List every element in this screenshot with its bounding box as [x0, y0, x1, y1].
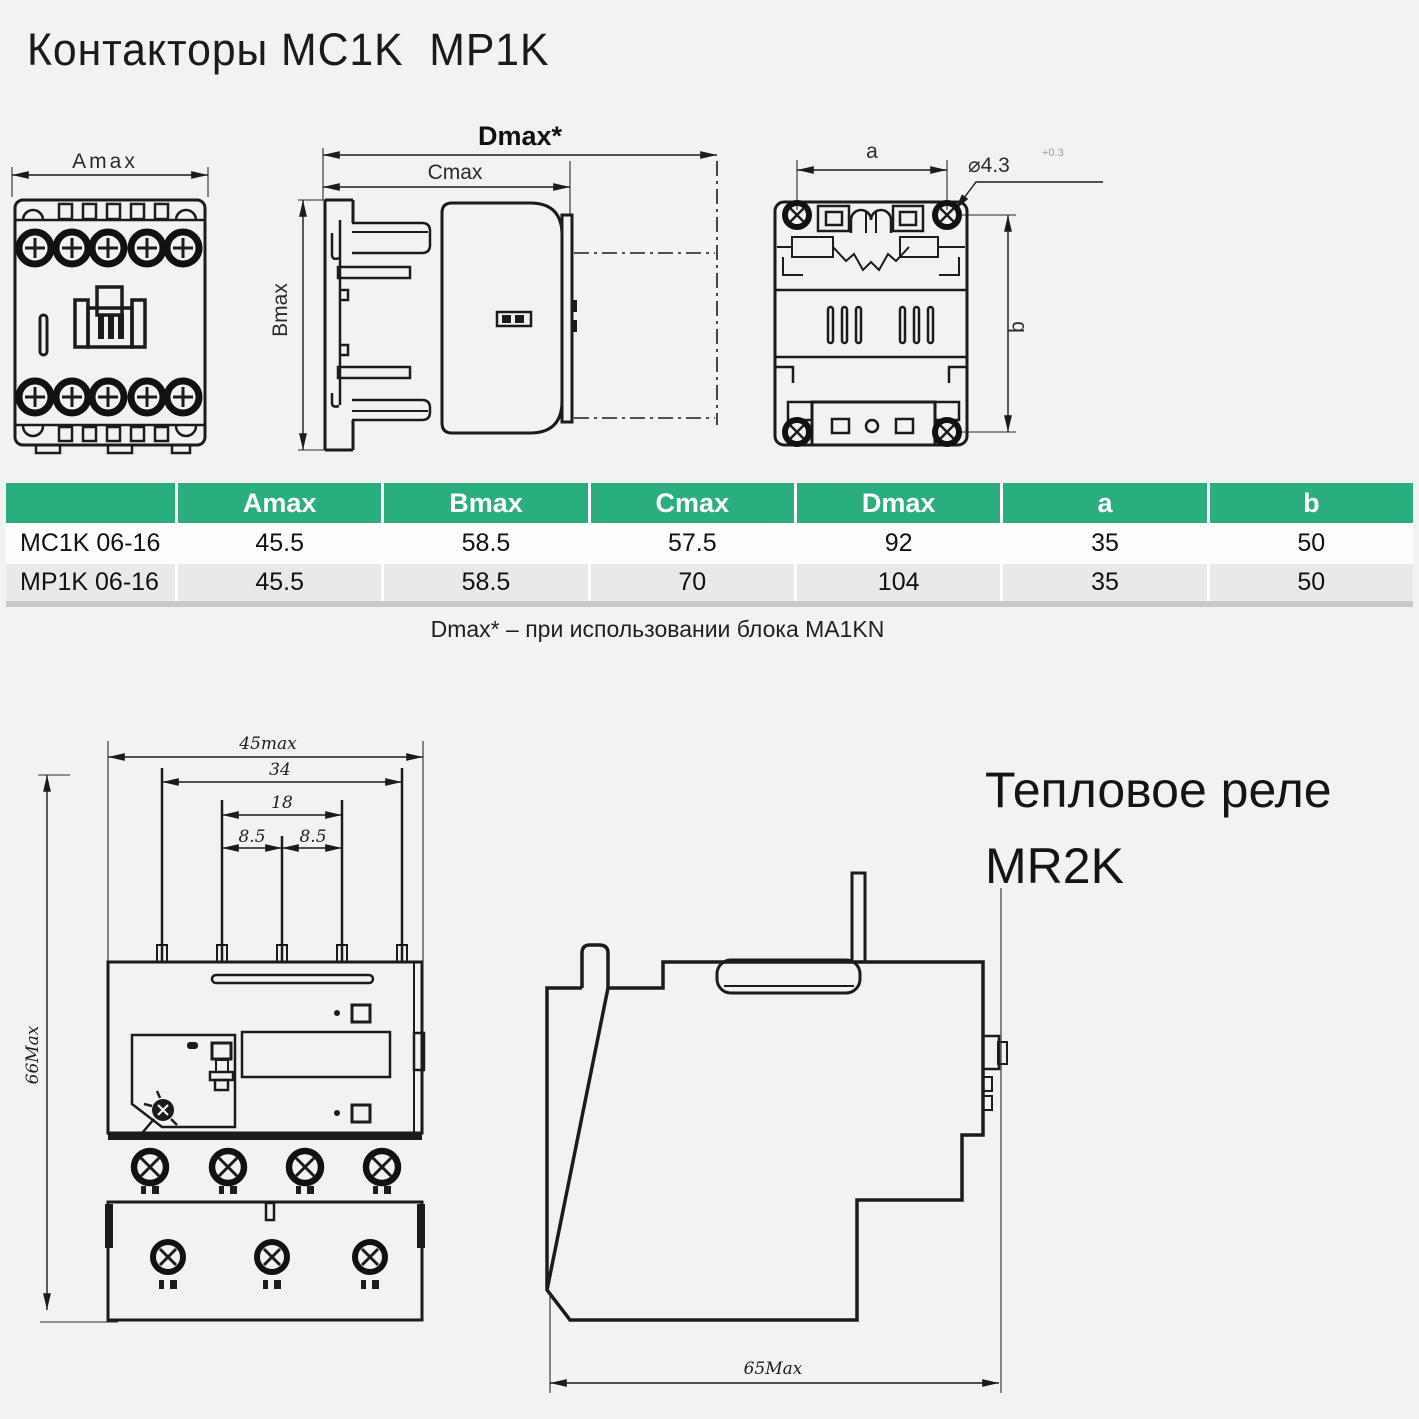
dim-label-cmax: Cmax — [427, 161, 483, 184]
dim-label-85-right: 8.5 — [299, 827, 327, 847]
relay-line-terminals — [134, 1151, 398, 1194]
dim-label-a: a — [866, 140, 878, 163]
dim-label-34: 34 — [269, 760, 291, 780]
table-header-cell: b — [1210, 483, 1413, 523]
terminal-screws-top — [19, 232, 199, 264]
dimensions-table — [6, 483, 1413, 607]
relay-load-terminals — [153, 1242, 385, 1289]
terminal-screws-bottom — [19, 381, 199, 413]
table-cell: 70 — [591, 564, 794, 601]
table-header-cell — [6, 483, 175, 523]
table-header-cell: Bmax — [384, 483, 587, 523]
side-tabs — [983, 1036, 1007, 1110]
dim-label-65max: 65Max — [743, 1359, 803, 1379]
vent-slots — [828, 307, 933, 343]
table-cell: 58.5 — [384, 525, 587, 562]
relay-side-view-drawing — [528, 853, 1028, 1403]
dim-label-b: b — [1006, 321, 1029, 333]
dim-label-hole-diameter: ⌀4.3 — [968, 154, 1010, 177]
contactor-rear-view-drawing — [748, 130, 1108, 475]
dim-label-bmax: Bmax — [269, 283, 292, 337]
table-note: Dmax* – при использовании блока MA1KN — [430, 616, 885, 642]
table-bottom-strip — [6, 601, 1413, 607]
mounting-bracket — [325, 200, 430, 450]
table-cell: 35 — [1003, 525, 1206, 562]
table-cell: 35 — [1003, 564, 1206, 601]
extension-block-outline — [574, 161, 717, 425]
relay-title-line2: MR2K — [985, 838, 1124, 894]
side-pin — [852, 873, 865, 962]
dim-label-hole-tolerance: +0.3 — [1042, 147, 1064, 159]
table-cell: 45.5 — [178, 564, 381, 601]
label-window — [242, 1032, 390, 1077]
dim-label-45max: 45max — [239, 734, 297, 754]
table-row — [6, 525, 1413, 562]
adjustment-panel — [132, 1035, 235, 1132]
din-clip-arch — [851, 210, 891, 233]
dim-label-85-left: 8.5 — [238, 827, 266, 847]
table-cell: 58.5 — [384, 564, 587, 601]
table-header-row — [6, 483, 1413, 523]
table-cell: 57.5 — [591, 525, 794, 562]
contactor-side-view-drawing — [270, 115, 745, 460]
table-cell: 45.5 — [178, 525, 381, 562]
dim-label-amax: Amax — [72, 150, 138, 173]
table-header-cell: Cmax — [591, 483, 794, 523]
latch-detail — [75, 287, 145, 347]
relay-side-body — [547, 962, 983, 1320]
dim-label-66max: 66Max — [23, 1025, 43, 1085]
table-header-cell: Dmax — [797, 483, 1000, 523]
row-label: MP1K 06-16 — [6, 564, 175, 601]
table-cell: 50 — [1210, 525, 1413, 562]
dim-label-18: 18 — [271, 793, 293, 813]
dim-label-dmax: Dmax* — [477, 121, 563, 151]
row-label: MC1K 06-16 — [6, 525, 175, 562]
table-cell: 104 — [797, 564, 1000, 601]
table-header-cell: a — [1003, 483, 1206, 523]
table-header-cell: Amax — [178, 483, 381, 523]
contactor-front-view-drawing — [4, 140, 250, 470]
table-row — [6, 564, 1413, 601]
page-title: Контакторы MC1K MP1K — [27, 24, 550, 75]
relay-title-line1: Тепловое реле — [985, 762, 1332, 818]
table-cell: 92 — [797, 525, 1000, 562]
relay-front-view-drawing — [10, 723, 480, 1419]
side-hook — [582, 945, 608, 988]
table-cell: 50 — [1210, 564, 1413, 601]
relay-title — [985, 752, 1332, 904]
